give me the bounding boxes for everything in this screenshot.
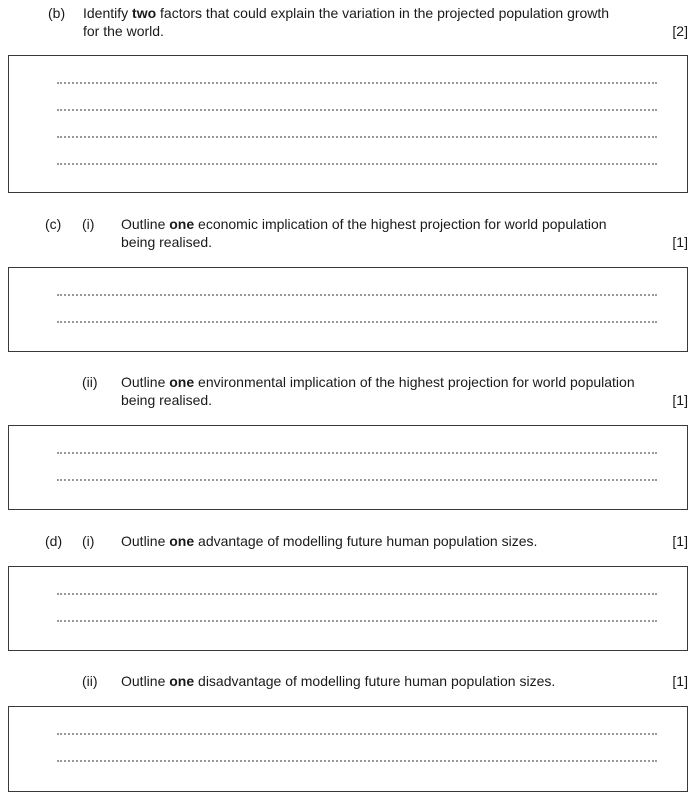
question-c-ii-emphasis: one — [169, 374, 195, 390]
question-d-i-sublabel: (i) — [82, 533, 95, 549]
answer-box-d-i[interactable] — [8, 566, 688, 651]
question-b-label: (b) — [48, 5, 66, 21]
question-b-emphasis: two — [132, 5, 157, 21]
question-c-i-sublabel: (i) — [82, 216, 95, 232]
question-d-i-marks: [1] — [672, 533, 688, 549]
question-c-ii-marks: [1] — [672, 392, 688, 408]
question-d-i-text — [121, 532, 537, 550]
question-c-i-text-start: Outline — [121, 216, 170, 232]
answer-line[interactable] — [57, 294, 657, 296]
answer-line[interactable] — [57, 620, 657, 622]
answer-box-b[interactable] — [8, 55, 688, 193]
question-c-i-text-end: economic implication of the highest projection for world population — [194, 216, 607, 232]
question-d-i-text-start: Outline — [121, 533, 170, 549]
answer-line[interactable] — [57, 82, 657, 84]
question-b-text-line2: for the world. — [83, 23, 164, 39]
answer-line[interactable] — [57, 593, 657, 595]
question-c-ii-text-end: environmental implication of the highest projection for world population — [194, 374, 635, 390]
question-d-ii-emphasis: one — [169, 673, 195, 689]
question-c-ii-text-start: Outline — [121, 374, 170, 390]
question-d-label: (d) — [45, 533, 63, 549]
question-b-marks: [2] — [672, 23, 688, 39]
answer-line[interactable] — [57, 163, 657, 165]
question-c-ii-text-line2: being realised. — [121, 392, 213, 408]
answer-line[interactable] — [57, 733, 657, 735]
question-b-text-start: Identify — [83, 5, 133, 21]
answer-line[interactable] — [57, 109, 657, 111]
question-d-ii-marks: [1] — [672, 673, 688, 689]
answer-line[interactable] — [57, 479, 657, 481]
question-c-i-text — [121, 215, 607, 251]
question-b-text-end: factors that could explain the variation in the projected population growth — [156, 5, 610, 21]
question-d-ii-text — [121, 672, 555, 690]
answer-line[interactable] — [57, 760, 657, 762]
question-c-i-marks: [1] — [672, 234, 688, 250]
question-c-ii-text — [121, 373, 635, 409]
answer-box-c-ii[interactable] — [8, 425, 688, 510]
answer-line[interactable] — [57, 136, 657, 138]
question-d-i-text-end: advantage of modelling future human population sizes. — [194, 533, 538, 549]
question-b-text — [83, 4, 609, 40]
answer-box-d-ii[interactable] — [8, 706, 688, 792]
question-c-ii-sublabel: (ii) — [82, 374, 98, 390]
question-c-i-emphasis: one — [169, 216, 195, 232]
question-c-label: (c) — [45, 216, 62, 232]
question-c-i-text-line2: being realised. — [121, 234, 213, 250]
question-d-i-emphasis: one — [169, 533, 195, 549]
question-d-ii-text-start: Outline — [121, 673, 170, 689]
answer-line[interactable] — [57, 452, 657, 454]
answer-box-c-i[interactable] — [8, 267, 688, 352]
answer-line[interactable] — [57, 321, 657, 323]
question-d-ii-text-end: disadvantage of modelling future human population sizes. — [194, 673, 556, 689]
question-d-ii-sublabel: (ii) — [82, 673, 98, 689]
